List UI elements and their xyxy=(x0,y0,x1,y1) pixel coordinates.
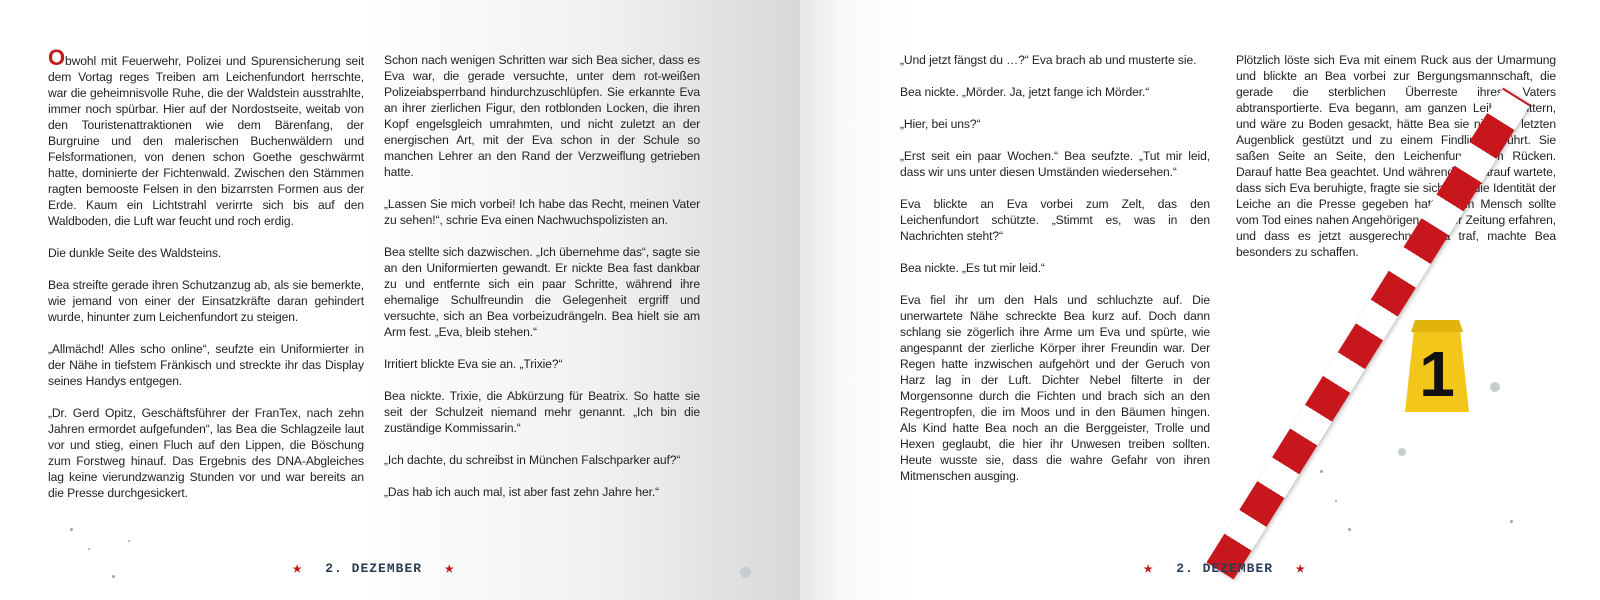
ink-speck xyxy=(740,567,751,578)
paragraph: Bea nickte. „Mörder. Ja, jetzt fange ich Mörder.“ xyxy=(900,85,1150,99)
text-column-2 xyxy=(384,52,700,516)
paragraph: Die dunkle Seite des Waldsteins. xyxy=(48,246,222,260)
star-icon: ★ xyxy=(1143,560,1155,579)
paragraph: „Dr. Gerd Opitz, Geschäftsführer der FranTex, nach zehn Jahren ermordet aufgefunden“, las Bea die Schlagzeile laut vor und stieg, einen Fluch auf den Lippen, die Böschung zum Forstweg hinauf. Das Ergebnis des DNA-Abgleiches lag keine vierundzwanzig Stunden vor und war bereits an die Presse durchgesickert. xyxy=(48,406,364,500)
paragraph: Bea nickte. Trixie, die Abkürzung für Beatrix. So hatte sie seit der Schulzeit niemand mehr genannt. „Ich bin die zuständige Kommissarin.“ xyxy=(384,389,700,435)
paragraph: „Hier, bei uns?“ xyxy=(900,117,981,131)
paragraph: „Ich dachte, du schreibst in München Falschparker auf?“ xyxy=(384,453,681,467)
paragraph: „Und jetzt fängst du …?“ Eva brach ab und musterte sie. xyxy=(900,53,1197,67)
paragraph-text: bwohl mit Feuerwehr, Polizei und Spurensicherung seit dem Vortag reges Treiben am Leichenfundort herrschte, war die geheimnisvolle Ruhe, die der Waldstein ausstrahlte, immer noch spürbar. Hier auf der Nordostseite, weitab von den Touristenattraktionen wie dem Bärenfang, der Burgruine und den malerischen Buchenwäldern und Felsformationen, von denen schon Goethe geschwärmt hatte, dominierte der Fichtenwald. Zwischen den Stämmen ragten bemooste Felsen in den bizarrsten Formen aus der Erde. Kaum ein Lichtstrahl verirrte sich bis auf den Waldboden, die Luft war feucht und roch erdig. xyxy=(48,54,364,228)
footer-date: 2. DEZEMBER xyxy=(325,561,423,576)
paragraph: Bea streifte gerade ihren Schutzanzug ab, als sie bemerkte, wie jemand von einer der Einsatzkräfte daran gehindert wurde, hinunter zum Leichenfundort zu steigen. xyxy=(48,278,364,324)
footer-date: 2. DEZEMBER xyxy=(1176,561,1274,576)
paragraph: Bea stellte sich dazwischen. „Ich übernehme das“, sagte sie an den Uniformierten gewandt. Er nickte Bea fast dankbar zu und entfernte sich ein paar Schritte, während ihre ehemalige Schulfreundin die Gelegenheit ergriff und versuchte, sich an Bea vorbeizudrängeln. Bea hielt sie am Arm fest. „Eva, bleib stehen.“ xyxy=(384,245,700,339)
evidence-marker-icon xyxy=(1405,320,1469,412)
ink-speck xyxy=(70,528,73,531)
star-icon: ★ xyxy=(444,560,456,579)
text-column-3 xyxy=(900,52,1210,500)
ink-speck xyxy=(1398,448,1406,456)
ink-speck xyxy=(1490,382,1500,392)
paragraph: „Lassen Sie mich vorbei! Ich habe das Recht, meinen Vater zu sehen!“, schrie Eva einen Nachwuchspolizisten an. xyxy=(384,197,700,227)
text-column-4 xyxy=(1236,52,1556,276)
paragraph: Plötzlich löste sich Eva mit einem Ruck aus der Umarmung und blickte an Bea vorbei zur Bergungsmannschaft, die gerade die sterblichen Überreste ihres Vaters abtransportierte. Eva begann, am ganzen Leib zu zittern, und wäre zu Boden gesackt, hätte Bea sie nicht im letzten Augenblick gestützt und zu einem Findling geführt. Sie saßen Seite an Seite, den Leichenfundort im Rücken. Darauf hatte Bea geachtet. Und während sie darauf wartete, dass sich Eva beruhigte, fragte sie sich, wer die Identität der Leiche an die Presse gegeben hatte. Kein Mensch sollte vom Tod eines nahen Angehörigen aus der Zeitung erfahren, und dass es jetzt ausgerechnet Eva traf, machte Bea besonders zu schaffen. xyxy=(1236,53,1556,259)
ink-speck xyxy=(1510,520,1513,523)
ink-speck xyxy=(1335,500,1337,502)
ink-speck xyxy=(88,548,90,550)
paragraph: „Erst seit ein paar Wochen.“ Bea seufzte. „Tut mir leid, dass wir uns unter diesen Umständen wiedersehen.“ xyxy=(900,149,1210,179)
paragraph: Irritiert blickte Eva sie an. „Trixie?“ xyxy=(384,357,563,371)
evidence-marker-number: 1 xyxy=(1419,338,1455,410)
paragraph: Bea nickte. „Es tut mir leid.“ xyxy=(900,261,1045,275)
drop-cap: O xyxy=(48,45,66,70)
page-footer-left xyxy=(292,558,455,579)
paragraph: Eva fiel ihr um den Hals und schluchzte auf. Die unerwartete Nähe schreckte Bea kurz auf. Doch dann schlang sie zögerlich ihre Arme um Eva und spürte, wie angespannt der zierliche Körper ihrer Freundin war. Der Regen hatte inzwischen aufgehört und der Geruch von Harz lag in der Luft. Dichter Nebel filterte in der Morgensonne durch die Fichten und brach sich an den Regentropfen, die im Moos und in den Bäumen hingen. Als Kind hatte Bea noch an die Berggeister, Trolle und Hexen geglaubt, die hier ihr Unwesen treiben sollten. Heute wusste sie, dass die wahre Gefahr von ihren Mitmenschen ausging. xyxy=(900,293,1210,483)
ink-speck xyxy=(112,575,115,578)
text-column-1 xyxy=(48,45,364,517)
ink-speck xyxy=(128,540,130,542)
star-icon: ★ xyxy=(292,560,304,579)
ink-speck xyxy=(1348,528,1351,531)
paragraph xyxy=(48,45,364,229)
paragraph: „Das hab ich auch mal, ist aber fast zehn Jahre her.“ xyxy=(384,485,660,499)
page-footer-right xyxy=(1143,558,1306,579)
ink-speck xyxy=(1320,470,1323,473)
star-icon: ★ xyxy=(1295,560,1307,579)
paragraph: Schon nach wenigen Schritten war sich Bea sicher, dass es Eva war, die gerade versuchte, unter dem rot-weißen Polizeiabsperrband hindurchzuschlüpfen. Sie erkannte Eva an ihrer zierlichen Figur, den rotblonden Locken, die ihren Kopf engelsgleich umrahmten, und nicht zuletzt an der energischen Art, mit der Eva schon in der Schule so manchen Lehrer an den Rand der Verzweiflung getrieben hatte. xyxy=(384,53,700,179)
paragraph: Eva blickte an Eva vorbei zum Zelt, das den Leichenfundort schützte. „Stimmt es, was in den Nachrichten steht?“ xyxy=(900,197,1210,243)
paragraph: „Allmächd! Alles scho online“, seufzte ein Uniformierter in der Nähe in tiefstem Fränkisch und streckte ihr das Display seines Handys entgegen. xyxy=(48,342,364,388)
